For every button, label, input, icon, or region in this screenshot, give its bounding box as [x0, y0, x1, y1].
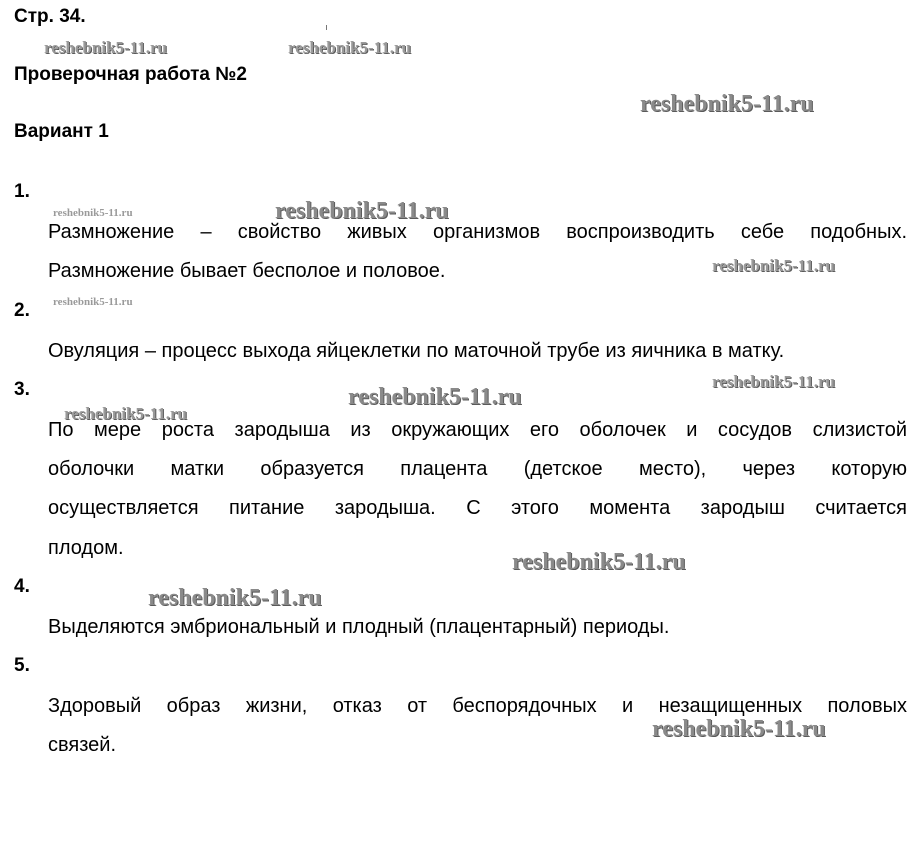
answer-1-line-2: Размножение бывает бесполое и половое.: [48, 260, 446, 282]
answer-3-line-1: По мере роста зародыша из окружающих его оболочек и сосудов слизистой: [48, 419, 907, 441]
watermark: reshebnik5-11.ru: [44, 38, 167, 57]
answer-3-line-4: плодом.: [48, 537, 124, 559]
watermark: reshebnik5-11.ru: [53, 207, 133, 219]
watermark: reshebnik5-11.ru: [148, 585, 322, 611]
watermark: reshebnik5-11.ru: [64, 404, 187, 423]
watermark: reshebnik5-11.ru: [652, 716, 826, 742]
answer-number-2: 2.: [14, 300, 30, 321]
answer-1-line-1: Размножение – свойство живых организмов воспроизводить себе подобных.: [48, 221, 907, 243]
answer-number-1: 1.: [14, 181, 30, 202]
answer-3-line-2: оболочки матки образуется плацента (детское место), через которую: [48, 458, 907, 480]
watermark: reshebnik5-11.ru: [712, 372, 835, 391]
watermark: reshebnik5-11.ru: [348, 384, 522, 410]
page-title: Проверочная работа №2: [14, 64, 247, 85]
variant-heading: Вариант 1: [14, 121, 109, 142]
watermark: reshebnik5-11.ru: [53, 296, 133, 308]
watermark: reshebnik5-11.ru: [288, 38, 411, 57]
answer-5-line-1: Здоровый образ жизни, отказ от беспорядочных и незащищенных половых: [48, 695, 907, 717]
answer-number-3: 3.: [14, 379, 30, 400]
watermark: reshebnik5-11.ru: [640, 91, 814, 117]
answer-number-4: 4.: [14, 576, 30, 597]
scan-mark: [326, 25, 327, 30]
watermark: reshebnik5-11.ru: [712, 256, 835, 275]
answer-4-line-1: Выделяются эмбриональный и плодный (плацентарный) периоды.: [48, 616, 670, 638]
answer-2-line-1: Овуляция – процесс выхода яйцеклетки по маточной трубе из яичника в матку.: [48, 340, 785, 362]
answer-number-5: 5.: [14, 655, 30, 676]
watermark: reshebnik5-11.ru: [512, 549, 686, 575]
answer-3-line-3: осуществляется питание зародыша. С этого момента зародыш считается: [48, 497, 907, 519]
answer-5-line-2: связей.: [48, 734, 117, 756]
page-number: Стр. 34.: [14, 6, 86, 27]
watermark: reshebnik5-11.ru: [275, 198, 449, 224]
